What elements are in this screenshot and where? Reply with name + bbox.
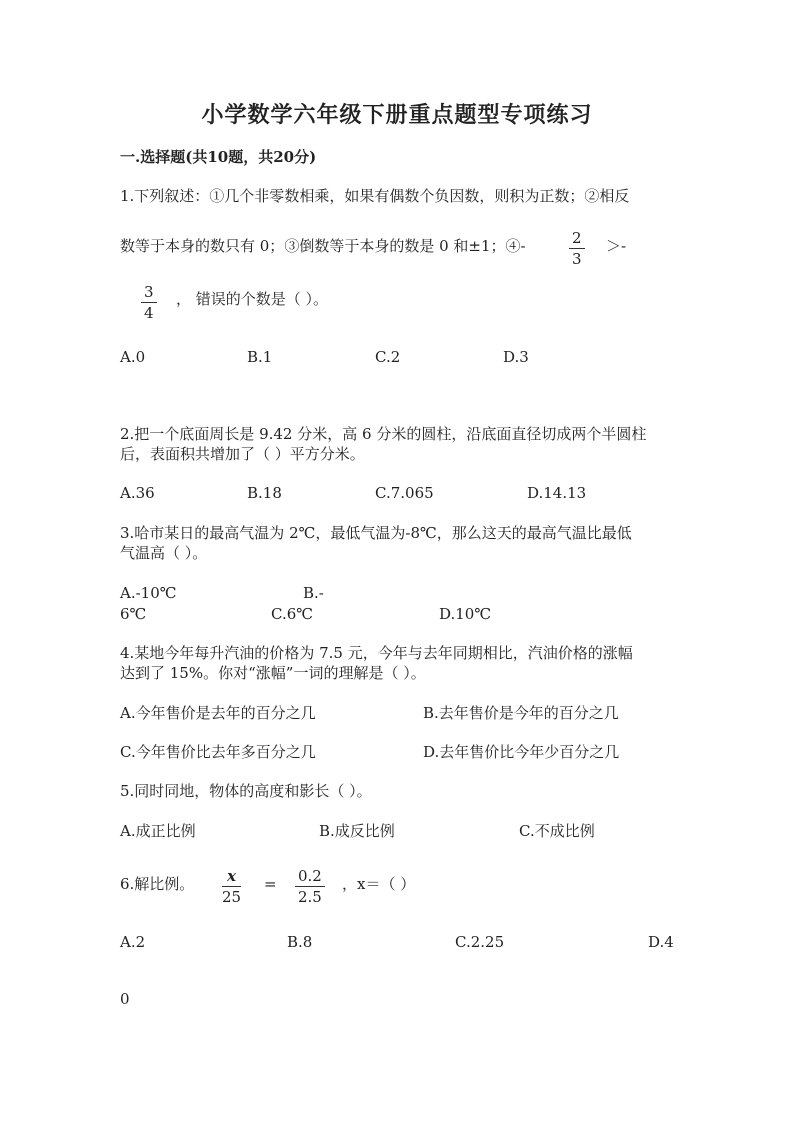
q6-option-d-continued: 0	[120, 990, 130, 1008]
q6-fraction-a-denominator: 25	[222, 888, 242, 906]
q1-option-b: B.1	[247, 348, 273, 366]
q1-option-a: A.0	[120, 348, 146, 366]
q3-option-b: B.-	[303, 584, 324, 602]
q1-greater-than: ＞-	[606, 237, 627, 255]
q1-line2: 数等于本身的数只有 0；③倒数等于本身的数是 0 和±1；④-	[120, 237, 526, 255]
q4-option-d: D.去年售价比今年少百分之几	[423, 743, 620, 761]
q1-tail: ， 错误的个数是（ ）。	[176, 290, 329, 308]
q3-option-b-continued: 6℃	[120, 605, 147, 623]
q6-fraction-b	[295, 867, 325, 906]
q6-tail: ，x＝（ ）	[342, 875, 416, 893]
q1-fraction-b	[141, 283, 157, 322]
q3-option-c: C.6℃	[271, 605, 314, 623]
q6-equals: =	[264, 875, 277, 893]
q3-line1: 3.哈市某日的最高气温为 2℃，最低气温为-8℃，那么这天的最高气温比最低	[120, 524, 632, 542]
q3-line2: 气温高（ ）。	[120, 544, 208, 562]
section-heading: 一.选择题(共10题，共20分)	[120, 148, 317, 166]
page-title: 小学数学六年级下册重点题型专项练习	[201, 102, 593, 128]
q1-fraction-a-numerator: 2	[569, 229, 585, 249]
q6-fraction-a-numerator: x	[222, 867, 241, 887]
q4-line2: 达到了 15%。你对“涨幅”一词的理解是（ ）。	[120, 664, 426, 682]
q6-option-c: C.2.25	[455, 933, 505, 951]
q5-option-a: A.成正比例	[120, 822, 196, 840]
q1-fraction-b-denominator: 4	[144, 304, 154, 322]
q2-option-c: C.7.065	[375, 484, 434, 502]
q6-option-a: A.2	[120, 933, 146, 951]
q4-line1: 4.某地今年每升汽油的价格为 7.5 元，今年与去年同期相比，汽油价格的涨幅	[120, 644, 633, 662]
q2-option-a: A.36	[120, 484, 155, 502]
q6-fraction-a	[222, 867, 241, 906]
q3-option-a: A.-10℃	[120, 584, 177, 602]
q2-line2: 后，表面积共增加了（ ）平方分米。	[120, 445, 365, 463]
q6-label: 6.解比例。	[120, 875, 195, 893]
q1-option-d: D.3	[503, 348, 529, 366]
q6-option-d: D.4	[648, 933, 674, 951]
q1-line1: 1.下列叙述：①几个非零数相乘，如果有偶数个负因数，则积为正数；②相反	[120, 187, 630, 205]
q6-fraction-b-numerator: 0.2	[295, 867, 325, 887]
q1-option-c: C.2	[375, 348, 401, 366]
q1-fraction-a-denominator: 3	[572, 250, 582, 268]
q1-fraction-b-numerator: 3	[141, 283, 157, 303]
q4-option-a: A.今年售价是去年的百分之几	[120, 704, 316, 722]
q2-option-d: D.14.13	[527, 484, 587, 502]
q6-option-b: B.8	[287, 933, 313, 951]
q5-line1: 5.同时同地，物体的高度和影长（ ）。	[120, 782, 372, 800]
q2-line1: 2.把一个底面周长是 9.42 分米，高 6 分米的圆柱，沿底面直径切成两个半圆柱	[120, 425, 647, 443]
q2-option-b: B.18	[247, 484, 282, 502]
q4-option-b: B.去年售价是今年的百分之几	[423, 704, 619, 722]
q6-fraction-b-denominator: 2.5	[298, 888, 322, 906]
q5-option-c: C.不成比例	[519, 822, 595, 840]
q1-fraction-a	[569, 229, 585, 268]
q5-option-b: B.成反比例	[319, 822, 395, 840]
q4-option-c: C.今年售价比去年多百分之几	[120, 743, 316, 761]
q3-option-d: D.10℃	[439, 605, 492, 623]
